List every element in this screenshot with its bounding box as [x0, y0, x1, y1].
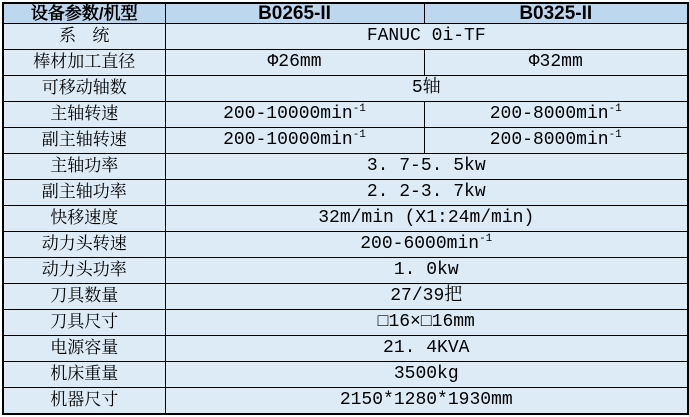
table-row-machine-size [3, 387, 688, 414]
table-row-bar-diameter [3, 49, 688, 75]
table-row-movable-axes [3, 75, 688, 101]
table-row-machine-weight [3, 361, 688, 387]
spec-value: 2. 2-3. 7kw [165, 179, 688, 205]
row-label: 动力头转速 [3, 231, 165, 257]
spec-value: FANUC 0i-TF [165, 24, 688, 50]
row-label: 主轴功率 [3, 153, 165, 179]
header-model-2: B0325-II [424, 3, 688, 24]
table-row-sub-spindle-speed [3, 127, 688, 153]
row-label: 动力头功率 [3, 257, 165, 283]
table-row-system [3, 24, 688, 50]
table-row-spindle-power [3, 153, 688, 179]
row-label: 主轴转速 [3, 101, 165, 127]
table-row-power-head-speed [3, 231, 688, 257]
value-text: 200-8000min [489, 104, 609, 125]
row-label: 刀具尺寸 [3, 309, 165, 335]
spec-value: 21. 4KVA [165, 335, 688, 361]
table-row-spindle-speed [3, 101, 688, 127]
row-label: 棒材加工直径 [3, 49, 165, 75]
row-label: 机床重量 [3, 361, 165, 387]
spec-value: Φ32mm [424, 49, 688, 75]
row-label: 系 统 [3, 24, 165, 50]
row-label: 副主轴转速 [3, 127, 165, 153]
value-superscript: -1 [608, 129, 622, 142]
header-param-label: 设备参数/机型 [3, 3, 165, 24]
spec-value [424, 101, 688, 127]
spec-value [165, 101, 424, 127]
value-superscript: -1 [479, 233, 493, 246]
spec-value [165, 127, 424, 153]
table-row-tool-count [3, 283, 688, 309]
value-text: 200-8000min [489, 130, 609, 151]
row-label: 机器尺寸 [3, 387, 165, 414]
spec-value: 3. 7-5. 5kw [165, 153, 688, 179]
row-label: 刀具数量 [3, 283, 165, 309]
spec-value: Φ26mm [165, 49, 424, 75]
value-superscript: -1 [352, 129, 366, 142]
spec-value: 2150*1280*1930mm [165, 387, 688, 414]
machine-spec-table [2, 2, 689, 415]
value-text: 200-10000min [223, 104, 353, 125]
table-row-sub-spindle-power [3, 179, 688, 205]
spec-value: 32m/min (X1:24m/min) [165, 205, 688, 231]
value-text: 200-10000min [223, 130, 353, 151]
row-label: 电源容量 [3, 335, 165, 361]
spec-value: 5轴 [165, 75, 688, 101]
spec-value: □16×□16mm [165, 309, 688, 335]
table-row-power-head-power [3, 257, 688, 283]
table-row-rapid-speed [3, 205, 688, 231]
value-superscript: -1 [352, 103, 366, 116]
row-label: 快移速度 [3, 205, 165, 231]
value-superscript: -1 [608, 103, 622, 116]
spec-table-container [2, 2, 687, 415]
header-row [3, 3, 688, 24]
spec-value [424, 127, 688, 153]
table-row-tool-size [3, 309, 688, 335]
spec-value: 27/39把 [165, 283, 688, 309]
spec-value: 3500kg [165, 361, 688, 387]
header-model-1: B0265-II [165, 3, 424, 24]
row-label: 可移动轴数 [3, 75, 165, 101]
value-text: 200-6000min [360, 234, 480, 255]
row-label: 副主轴功率 [3, 179, 165, 205]
table-row-power-capacity [3, 335, 688, 361]
spec-value [165, 231, 688, 257]
spec-value: 1. 0kw [165, 257, 688, 283]
